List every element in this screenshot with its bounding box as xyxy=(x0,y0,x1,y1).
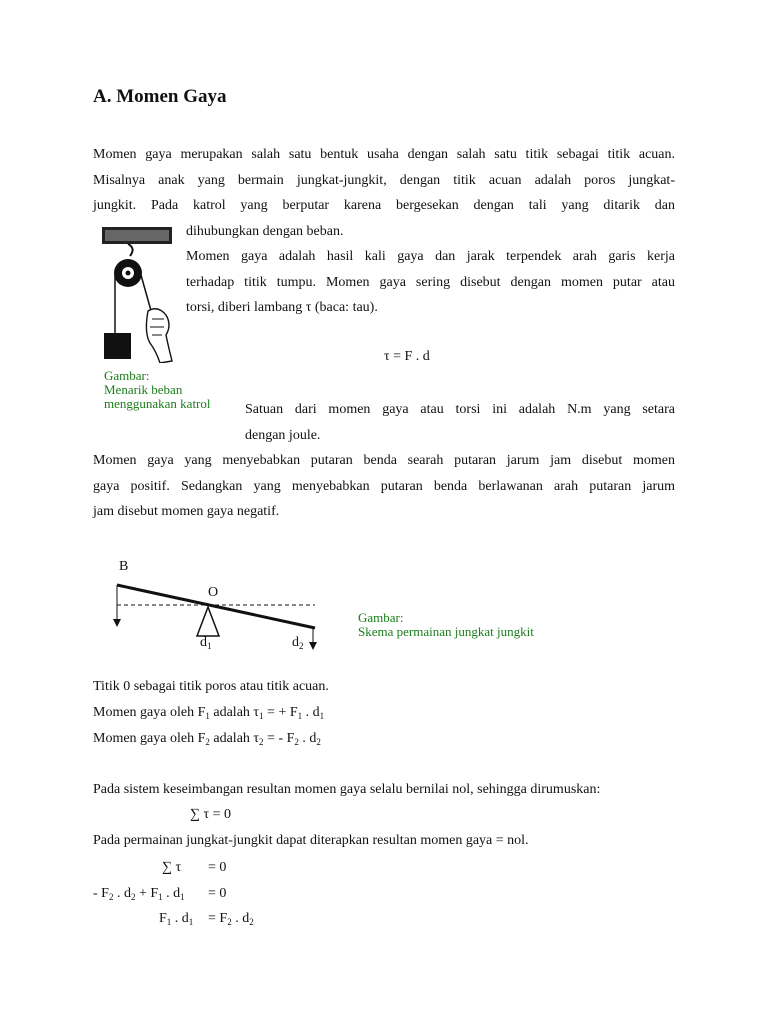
label-d1: $d_1$ xyxy=(200,635,212,651)
fulcrum-triangle xyxy=(197,607,219,636)
equation-2-right: = 0 xyxy=(208,886,227,901)
paragraph-unit-line2: dengan joule. xyxy=(245,427,321,443)
label-o: O xyxy=(208,585,219,600)
seesaw-caption: Gambar: Skema permainan jungkat jungkit xyxy=(358,610,534,639)
equilibrium-statement: Pada sistem keseimbangan resultan momen gaya selalu bernilai nol, sehingga dirumuskan: xyxy=(93,782,601,797)
equation-2-left: - $F_2$ . $d_2 + F_1$ . $d_1$ xyxy=(93,886,185,902)
equation-1-right: = 0 xyxy=(208,860,227,875)
pulley-illustration xyxy=(100,225,178,363)
paragraph-direction-line1: Momen gaya yang menyebabkan putaran benda searah putaran jarum jam disebut momen xyxy=(93,453,675,468)
paragraph-definition-line1: Momen gaya adalah hasil kali gaya dan jarak terpendek arah garis kerja xyxy=(186,249,675,264)
paragraph-definition-line2: terhadap titik tumpu. Momen gaya sering disebut dengan momen putar atau xyxy=(186,274,675,290)
paragraph-intro-line3: jungkit. Pada katrol yang berputar karena bergesekan dengan tali yang ditarik dan xyxy=(93,198,675,213)
label-b: B xyxy=(119,559,129,574)
equation-3-left: $F_1$ . $d_1$ xyxy=(159,911,194,927)
paragraph-definition-line3: torsi, diberi lambang τ (baca: tau). xyxy=(186,300,378,315)
load-block xyxy=(104,333,131,359)
page-title: A. Momen Gaya xyxy=(93,86,227,107)
seesaw-application: Pada permainan jungkat-jungkit dapat diterapkan resultan momen gaya = nol. xyxy=(93,833,529,848)
paragraph-intro-line4: dihubungkan dengan beban. xyxy=(186,223,344,239)
pivot-statement: Titik 0 sebagai titik poros atau titik acuan. xyxy=(93,679,329,694)
sum-torque-zero: ∑ τ = 0 xyxy=(190,807,232,822)
label-d2: $d_2$ xyxy=(292,635,304,651)
paragraph-direction-line3: jam disebut momen gaya negatif. xyxy=(93,504,280,519)
paragraph-intro-line1: Momen gaya merupakan salah satu bentuk usaha dengan salah satu titik sebagai titik acuan. xyxy=(93,147,675,162)
equation-3-right: = $F_2$ . $d_2$ xyxy=(208,911,254,927)
pulley-caption: Gambar: Menarik beban menggunakan katrol xyxy=(104,368,211,411)
arrow-down-icon xyxy=(309,642,317,650)
paragraph-unit-line1: Satuan dari momen gaya atau torsi ini adalah N.m yang setara xyxy=(245,402,675,417)
formula-torque: τ = F . d xyxy=(384,349,430,364)
moment-f1: Momen gaya oleh $F_1$ adalah $\tau_1$ = + $F_1$ . $d_1$ xyxy=(93,705,325,721)
hand-icon xyxy=(146,309,172,363)
moment-f2: Momen gaya oleh $F_2$ adalah $\tau_2$ = - $F_2$ . $d_2$ xyxy=(93,731,321,747)
paragraph-intro-line2: Misalnya anak yang bermain jungkat-jungkit, dengan titik acuan adalah poros jungkat- xyxy=(93,172,675,188)
equation-1-left: ∑ τ xyxy=(162,860,182,875)
paragraph-direction-line2: gaya positif. Sedangkan yang menyebabkan putaran benda berlawanan arah putaran jarum xyxy=(93,478,675,494)
seesaw-diagram xyxy=(100,555,340,660)
arrow-down-icon xyxy=(113,619,121,627)
